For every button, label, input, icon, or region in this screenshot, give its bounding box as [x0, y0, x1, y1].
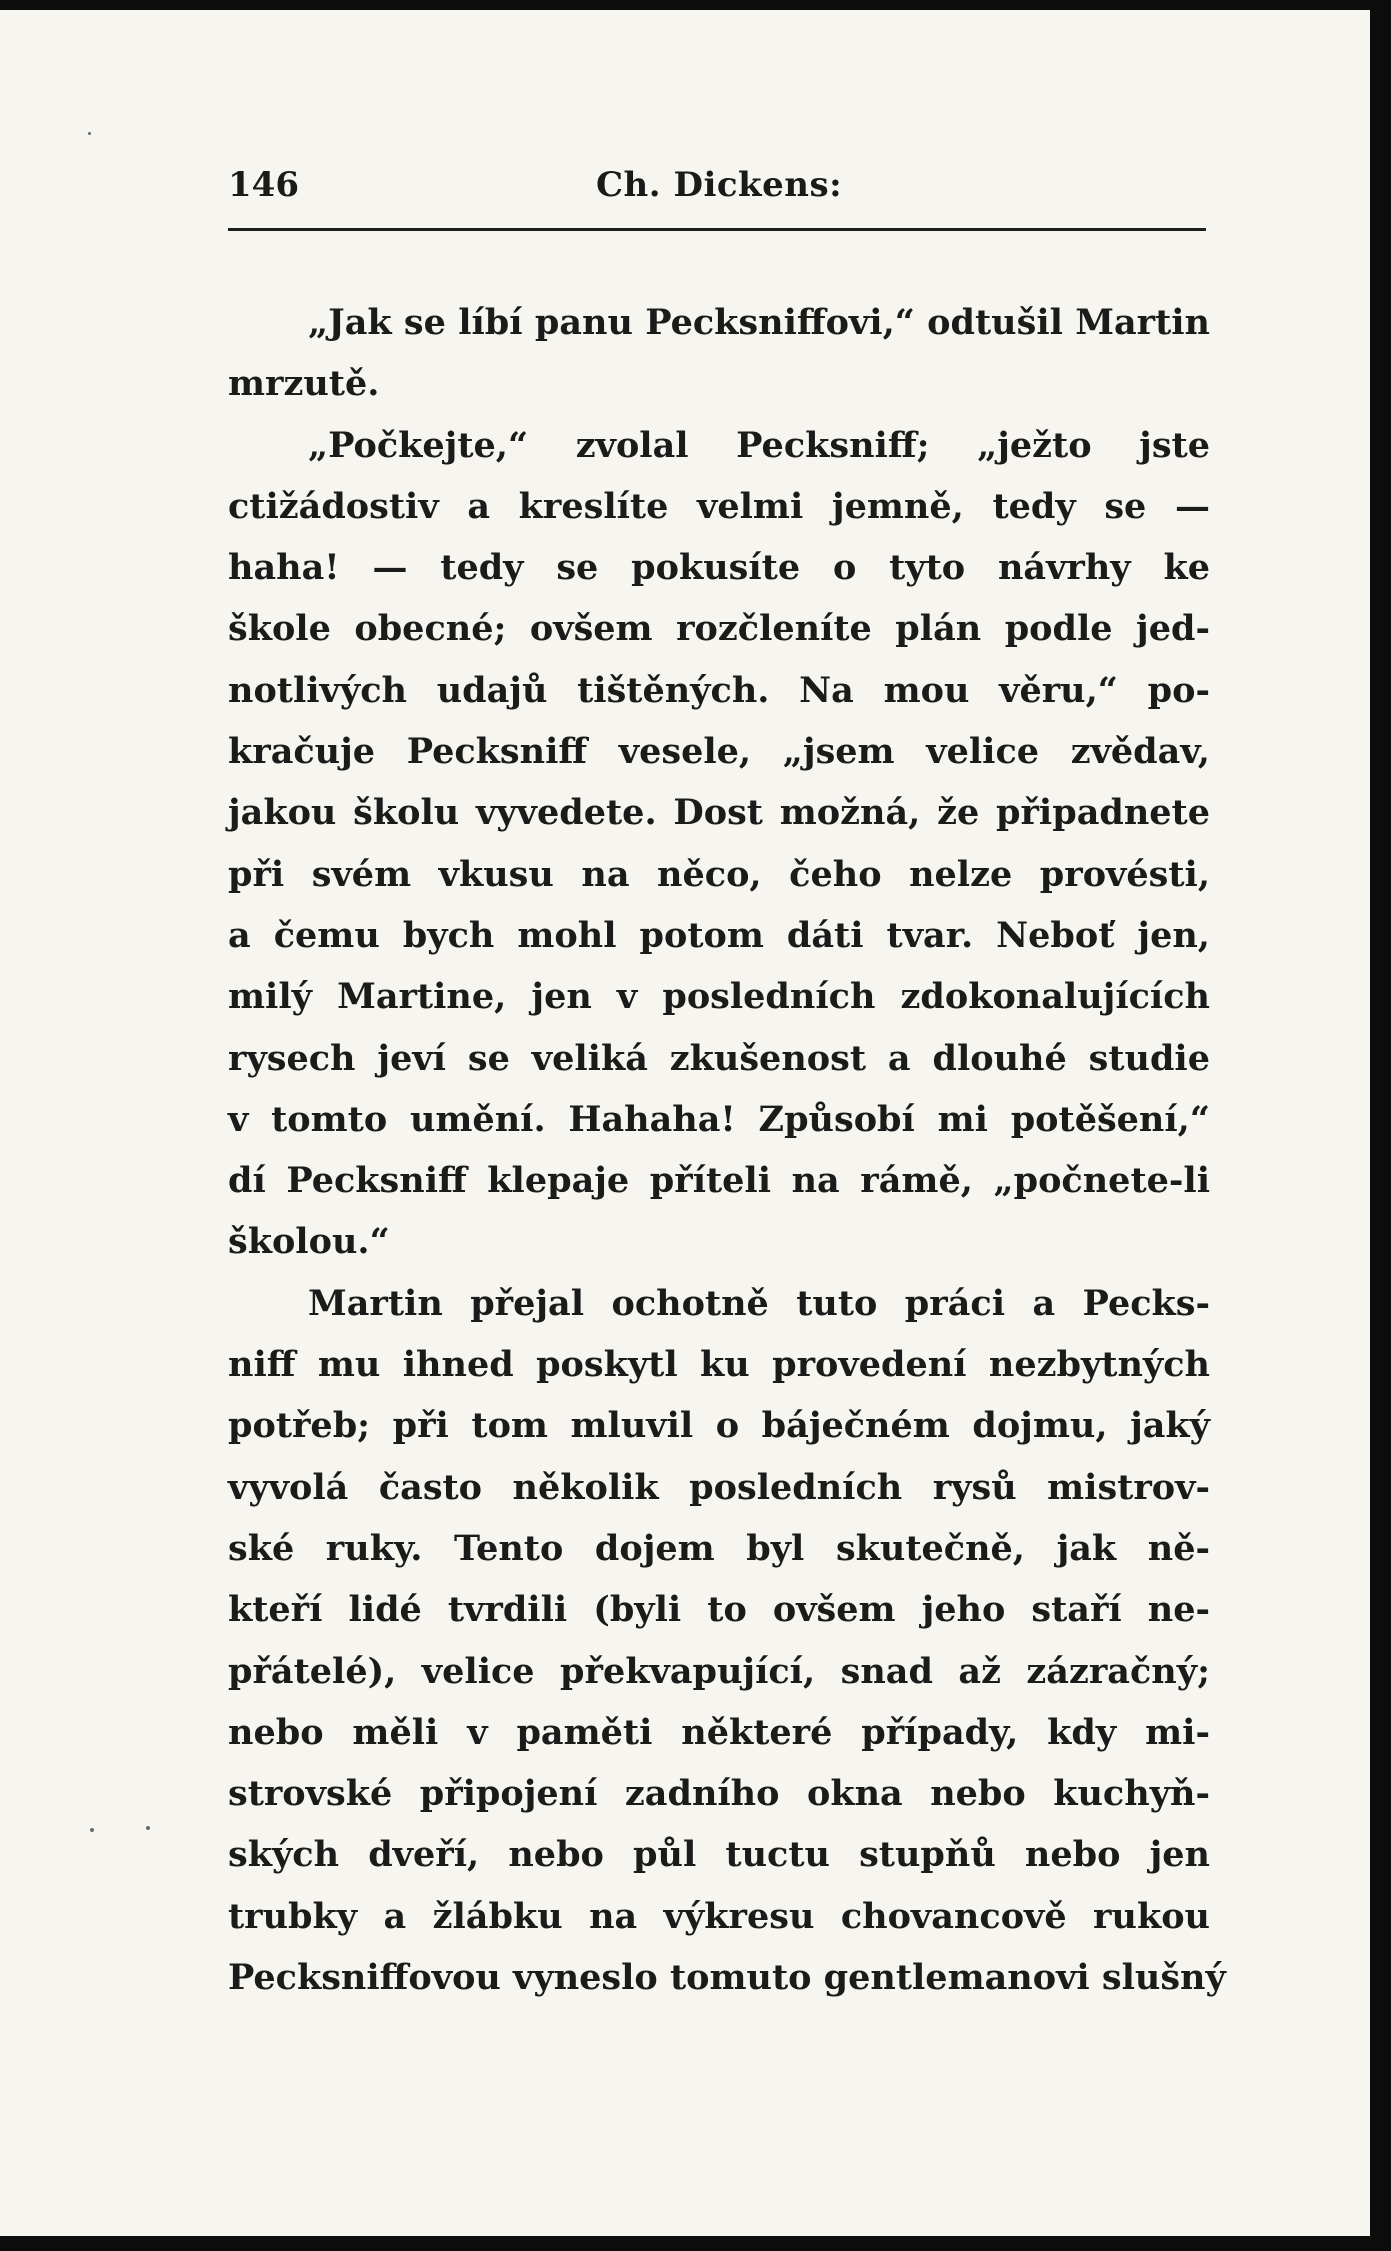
- text-line: ských dveří, nebo půl tuctu stupňů nebo jen: [228, 1834, 1210, 1876]
- text-line: při svém vkusu na něco, čeho nelze provésti,: [228, 853, 1210, 895]
- text-line: přátelé), velice překvapující, snad až zázračný;: [228, 1650, 1210, 1692]
- text-line: strovské připojení zadního okna nebo kuchyň-: [228, 1773, 1210, 1815]
- text-line: jakou školu vyvedete. Dost možná, že připadnete: [228, 792, 1210, 834]
- scan-edge-top: [0, 0, 1391, 10]
- text-line: vyvolá často několik posledních rysů mistrov-: [228, 1466, 1210, 1508]
- text-line: školou.“: [228, 1221, 390, 1263]
- text-line: rysech jeví se veliká zkušenost a dlouhé studie: [228, 1037, 1210, 1079]
- paper-speck: [88, 132, 91, 135]
- paper-speck: [90, 1828, 94, 1832]
- text-line: kračuje Pecksniff vesele, „jsem velice zvědav,: [228, 731, 1210, 773]
- text-line: ské ruky. Tento dojem byl skutečně, jak ně-: [228, 1527, 1210, 1569]
- page-header: [228, 165, 1206, 223]
- text-line: milý Martine, jen v posledních zdokonalujících: [228, 976, 1210, 1018]
- text-line: niff mu ihned poskytl ku provedení nezbytných: [228, 1344, 1210, 1386]
- text-line: v tomto umění. Hahaha! Způsobí mi potěšení,“: [228, 1098, 1210, 1140]
- text-line: dí Pecksniff klepaje příteli na rámě, „počnete-li: [228, 1160, 1210, 1202]
- page-number: 146: [228, 165, 299, 205]
- text-line: Martin přejal ochotně tuto práci a Pecks-: [308, 1282, 1210, 1324]
- text-line: škole obecné; ovšem rozčleníte plán podle jed-: [228, 608, 1210, 650]
- text-line: „Jak se líbí panu Pecksniffovi,“ odtušil Martin: [308, 302, 1210, 343]
- text-line: ctižádostiv a kreslíte velmi jemně, tedy se —: [228, 485, 1210, 527]
- text-line: mrzutě.: [228, 363, 380, 405]
- text-line: haha! — tedy se pokusíte o tyto návrhy ke: [228, 547, 1210, 589]
- text-line: kteří lidé tvrdili (byli to ovšem jeho staří ne-: [228, 1589, 1210, 1631]
- running-title: Ch. Dickens:: [596, 165, 843, 205]
- body-text: [228, 292, 1226, 2008]
- text-line: a čemu bych mohl potom dáti tvar. Neboť jen,: [228, 914, 1210, 956]
- text-line: notlivých udajů tištěných. Na mou věru,“ po-: [228, 669, 1210, 711]
- header-rule: [228, 228, 1206, 231]
- text-line: „Počkejte,“ zvolal Pecksniff; „ježto jste: [308, 424, 1210, 466]
- text-line: potřeb; při tom mluvil o báječném dojmu, jaký: [228, 1405, 1210, 1447]
- text-line: nebo měli v paměti některé případy, kdy mi-: [228, 1711, 1210, 1753]
- paper-speck: [146, 1826, 150, 1830]
- text-line: Pecksniffovou vyneslo tomuto gentlemanovi slušný: [228, 1957, 1226, 1999]
- scan-edge-bottom: [0, 2236, 1391, 2251]
- text-line: trubky a žlábku na výkresu chovancově rukou: [228, 1895, 1210, 1937]
- scan-edge-right: [1370, 0, 1391, 2251]
